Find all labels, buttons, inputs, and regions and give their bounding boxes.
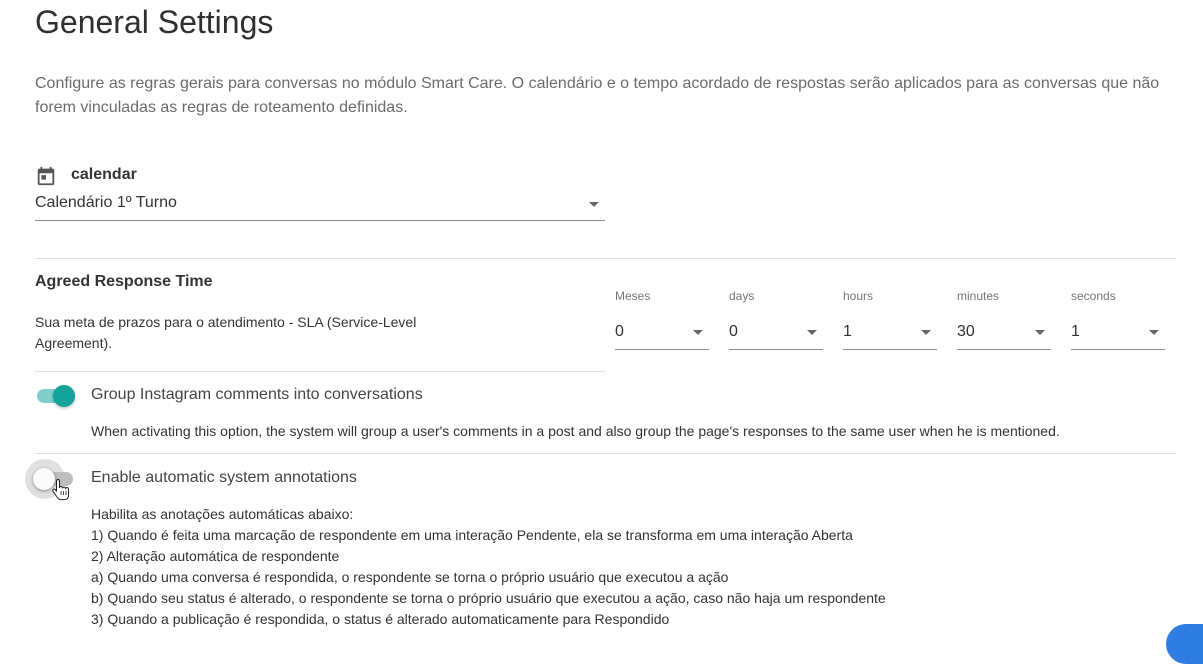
chevron-down-icon	[1035, 330, 1045, 335]
chevron-down-icon	[921, 330, 931, 335]
minutes-select[interactable]	[957, 317, 1051, 350]
hours-select[interactable]	[843, 317, 937, 350]
hours-label: hours	[843, 289, 874, 303]
annotations-desc-line: 3) Quando a publicação é respondida, o status é alterado automaticamente para Respondido	[91, 611, 670, 627]
annotations-desc-line: Habilita as anotações automáticas abaixo:	[91, 506, 354, 522]
chevron-down-icon	[807, 330, 817, 335]
seconds-label: seconds	[1071, 289, 1116, 303]
annotations-desc-line: a) Quando uma conversa é respondida, o respondente se torna o próprio usuário que executou a ação	[91, 569, 729, 585]
sla-title: Agreed Response Time	[35, 273, 213, 290]
annotations-desc-line: 2) Alteração automática de respondente	[91, 548, 340, 564]
section-divider	[35, 453, 1176, 454]
seconds-value: 1	[1071, 323, 1080, 340]
annotations-desc-line: 1) Quando é feita uma marcação de respondente em uma interação Pendente, ela se transforma em uma interação Aberta	[91, 527, 853, 543]
calendar-select[interactable]	[35, 190, 605, 221]
annotations-desc-line: b) Quando seu status é alterado, o respondente se torna o próprio usuário que executou a ação, caso não haja um respondente	[91, 590, 886, 606]
section-divider	[35, 258, 1176, 259]
months-value: 0	[615, 323, 624, 340]
chevron-down-icon	[589, 202, 599, 207]
seconds-select[interactable]	[1071, 317, 1165, 350]
calendar-label: calendar	[71, 166, 137, 183]
annotations-label: Enable automatic system annotations	[91, 469, 357, 486]
minutes-value: 30	[957, 323, 975, 340]
instagram-group-label: Group Instagram comments into conversations	[91, 386, 423, 403]
sla-description: Sua meta de prazos para o atendimento - SLA (Service-Level Agreement).	[35, 314, 417, 351]
section-divider	[35, 371, 605, 372]
instagram-group-description: When activating this option, the system will group a user's comments in a post and also group the page's responses to the same user when he is mentioned.	[91, 423, 1060, 439]
months-select[interactable]	[615, 317, 709, 350]
months-label: Meses	[615, 289, 651, 303]
chevron-down-icon	[693, 330, 703, 335]
page-title: General Settings	[35, 4, 274, 40]
calendar-select-value: Calendário 1º Turno	[35, 194, 177, 211]
days-value: 0	[729, 323, 738, 340]
page-description: Configure as regras gerais para conversas no módulo Smart Care. O calendário e o tempo acordado de respostas serão aplicados para as conversas que não forem vinculadas as regras de roteamento definidas.	[35, 75, 1160, 116]
hand-cursor-icon	[52, 478, 70, 502]
calendar-icon	[35, 165, 57, 187]
days-select[interactable]	[729, 317, 823, 350]
instagram-group-toggle[interactable]	[53, 385, 75, 407]
minutes-label: minutes	[957, 289, 1000, 303]
days-label: days	[729, 289, 755, 303]
chevron-down-icon	[1149, 330, 1159, 335]
chat-launcher-button[interactable]	[1166, 624, 1203, 664]
hours-value: 1	[843, 323, 852, 340]
